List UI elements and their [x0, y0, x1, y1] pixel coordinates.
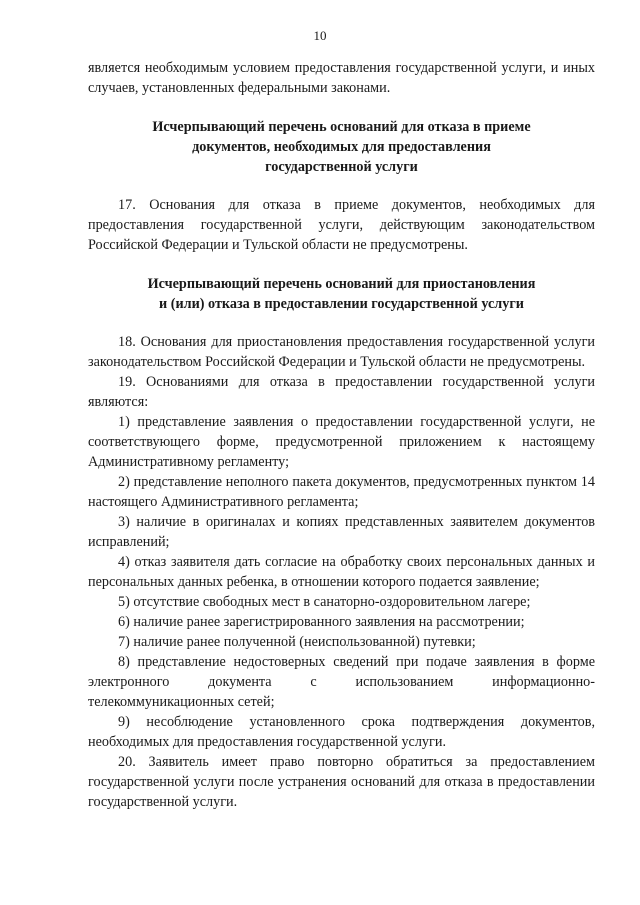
- list-item-3: 3) наличие в оригиналах и копиях представленных заявителем документов исправлений;: [88, 514, 595, 550]
- paragraph-17: 17. Основания для отказа в приеме документов, необходимых для предоставления государственной услуги, действующим законодательством Российской Федерации и Тульской области не предусмотрены.: [88, 197, 595, 253]
- paragraph-19: 19. Основаниями для отказа в предоставлении государственной услуги являются:: [88, 374, 595, 410]
- heading-line: Исчерпывающий перечень оснований для отказа в приеме: [152, 119, 531, 135]
- paragraph-18: 18. Основания для приостановления предоставления государственной услуги законодательством Российской Федерации и Тульской области не предусмотрены.: [88, 334, 595, 370]
- heading-line: документов, необходимых для предоставления: [192, 139, 491, 155]
- list-item-5: 5) отсутствие свободных мест в санаторно-оздоровительном лагере;: [118, 594, 531, 610]
- paragraph-20: 20. Заявитель имеет право повторно обратиться за предоставлением государственной услуги после устранения оснований для отказа в предоставлении государственной услуги.: [88, 754, 595, 810]
- list-item-1: 1) представление заявления о предоставлении государственной услуги, не соответствующего форме, предусмотренной приложением к настоящему Административному регламенту;: [88, 414, 595, 470]
- page-content: [88, 58, 595, 812]
- heading-line: Исчерпывающий перечень оснований для приостановления: [147, 276, 536, 292]
- list-item-9: 9) несоблюдение установленного срока подтверждения документов, необходимых для предоставления государственной услуги.: [88, 714, 595, 750]
- list-item-7: 7) наличие ранее полученной (неиспользованной) путевки;: [118, 634, 476, 650]
- list-item-6: 6) наличие ранее зарегистрированного заявления на рассмотрении;: [118, 614, 525, 630]
- page-number: 10: [313, 28, 327, 43]
- list-item-8: 8) представление недостоверных сведений при подаче заявления в форме электронного документа с использованием информационно-телекоммуникационных сетей;: [88, 654, 595, 710]
- section-heading-refusal-acceptance: [88, 117, 595, 177]
- heading-line: государственной услуги: [265, 159, 418, 175]
- heading-line: и (или) отказа в предоставлении государственной услуги: [159, 296, 524, 312]
- list-item-2: 2) представление неполного пакета документов, предусмотренных пунктом 14 настоящего Административного регламента;: [88, 474, 595, 510]
- intro-paragraph: является необходимым условием предоставления государственной услуги, и иных случаев, установленных федеральными законами.: [88, 60, 595, 96]
- list-item-4: 4) отказ заявителя дать согласие на обработку своих персональных данных и персональных данных ребенка, в отношении которого подается заявление;: [88, 554, 595, 590]
- section-heading-suspension-refusal: [88, 274, 595, 314]
